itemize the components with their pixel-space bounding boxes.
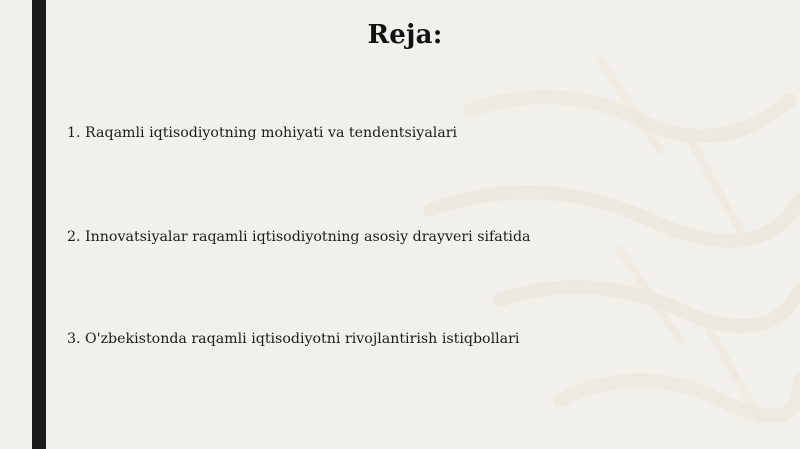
plan-item-2: 2. Innovatsiyalar raqamli iqtisodiyotning asosiy drayveri sifatida (67, 229, 531, 245)
plan-item-1: 1. Raqamli iqtisodiyotning mohiyati va tendentsiyalari (67, 125, 458, 141)
plan-item-3: 3. O'zbekistonda raqamli iqtisodiyotni rivojlantirish istiqbollari (67, 331, 520, 347)
accent-bar (32, 0, 46, 449)
slide-title: Reja: (367, 20, 443, 50)
